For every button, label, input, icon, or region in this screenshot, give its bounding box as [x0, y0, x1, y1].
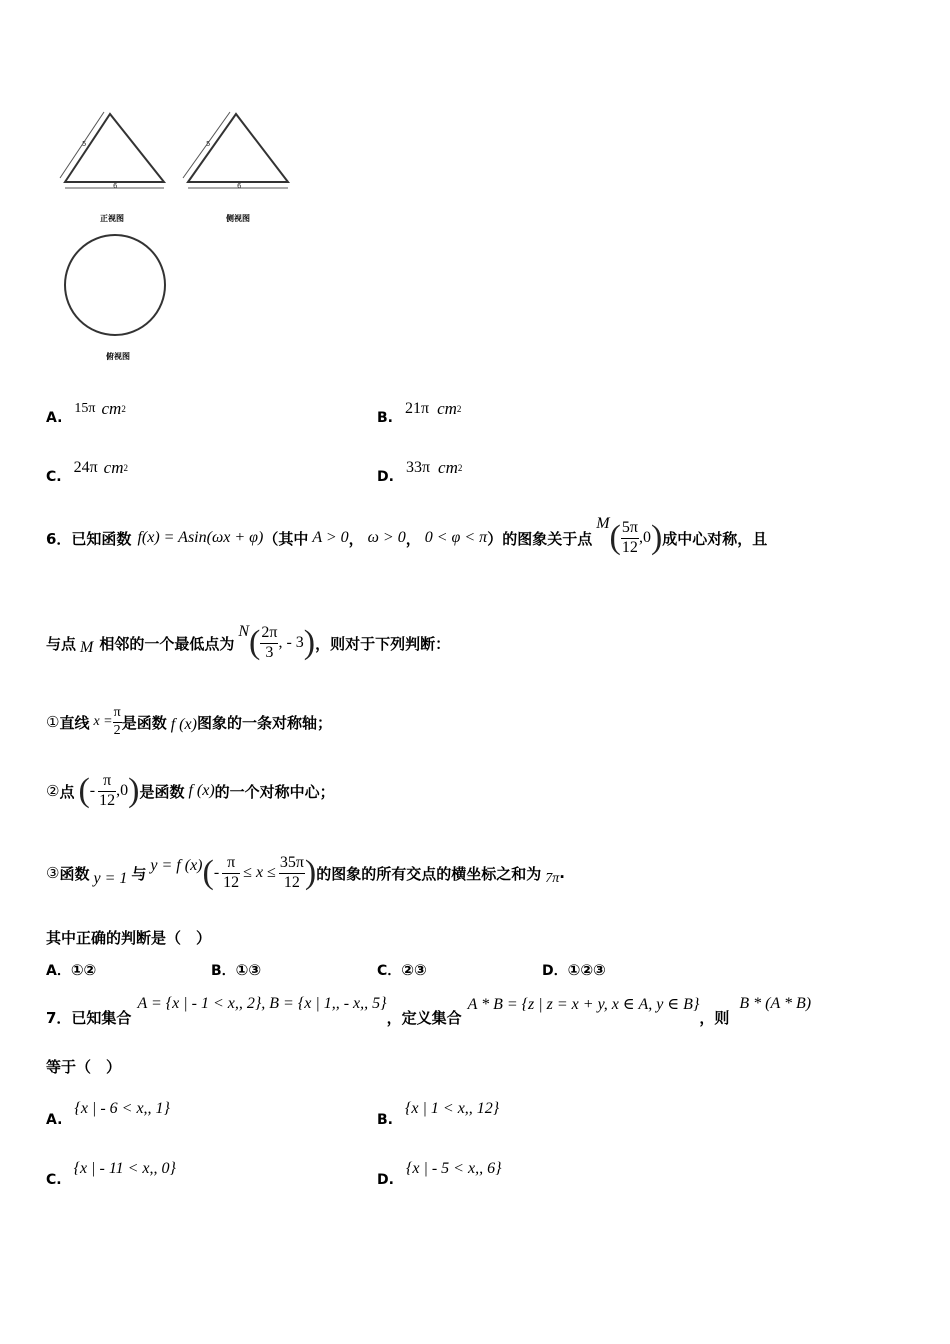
front-view-caption: 正视图 — [100, 214, 124, 223]
q5-option-b[interactable]: B. 21π cm 2 — [377, 399, 462, 426]
q7-option-d[interactable]: D. {x | - 5 < x,, 6} — [377, 1160, 502, 1188]
q5-option-d[interactable]: D. 33π cm 2 — [377, 458, 463, 485]
point-m-fraction: $\frac{5\pi}{12}$ — [621, 519, 638, 556]
q6-statement-3: ③ 函数 y = 1 与 y = f (x) ( - $\frac{\pi}{12}$ ≤ x ≤ $\frac{35\pi}{12}$ ) 的图象的所有交点的横坐标之和为 7π . — [46, 854, 565, 891]
point-n-fraction: $\frac{2\pi}{3}$ — [261, 624, 278, 661]
front-view-triangle — [60, 112, 164, 188]
q6-statement-2: ② 点 ( - $\frac{\pi}{12}$ ,0 ) 是函数 f (x) 的一个对称中心； — [46, 772, 335, 809]
side-view-triangle — [183, 112, 288, 188]
q6-stem-line1: 6．已知函数 f(x) = Asin(ωx + φ) （其中 A > 0 ， ω > 0 ， 0 < φ < π ）的图象关于点 M ( $\frac{5\pi}{12}$ ,0 ) 成中心对称，且 — [46, 515, 768, 556]
three-view-figure — [50, 100, 310, 370]
side-base-label: 6 — [237, 182, 242, 190]
q7-option-a[interactable]: A. {x | - 6 < x,, 1} — [46, 1100, 170, 1128]
q7-ask: 等于（ ） — [46, 1058, 122, 1076]
q5-option-a[interactable]: A. 15π cm 2 — [46, 399, 126, 426]
q7-option-b[interactable]: B. {x | 1 < x,, 12} — [377, 1100, 500, 1128]
q7-stem-line1: 7．已知集合 A = {x | - 1 < x,, 2}, B = {x | 1,, - x,, 5} ，定义集合 A * B = {z | z = x + y, x ∈ A, y ∈ B} ，则 B * (A * B) — [46, 995, 812, 1027]
q6-ask: 其中正确的判断是（ ） — [46, 929, 212, 947]
q6-statement-1: ① 直线 x = $\frac{\pi}{2}$ 是函数 f (x) 图象的一条对称轴； — [46, 705, 332, 738]
top-view-caption: 俯视图 — [106, 352, 130, 361]
q7-option-c[interactable]: C. {x | - 11 < x,, 0} — [46, 1160, 176, 1188]
q6-option-c[interactable]: C． ②③ — [377, 961, 427, 979]
q6-stem-line2: 与点 M 相邻的一个最低点为 N ( $\frac{2\pi}{3}$ , - 3 ) ，则对于下列判断： — [46, 623, 451, 661]
side-slant-label: 5 — [206, 140, 211, 148]
q6-option-a[interactable]: A． ①② — [46, 961, 97, 979]
top-view-circle — [65, 235, 165, 335]
q5-option-c[interactable]: C. 24π cm 2 — [46, 458, 128, 485]
q6-option-b[interactable]: B． ①③ — [211, 961, 262, 979]
q6-option-d[interactable]: D． ①②③ — [542, 961, 606, 979]
front-slant-label: 5 — [82, 140, 87, 148]
side-view-caption: 侧视图 — [226, 214, 250, 223]
front-base-label: 6 — [113, 182, 118, 190]
